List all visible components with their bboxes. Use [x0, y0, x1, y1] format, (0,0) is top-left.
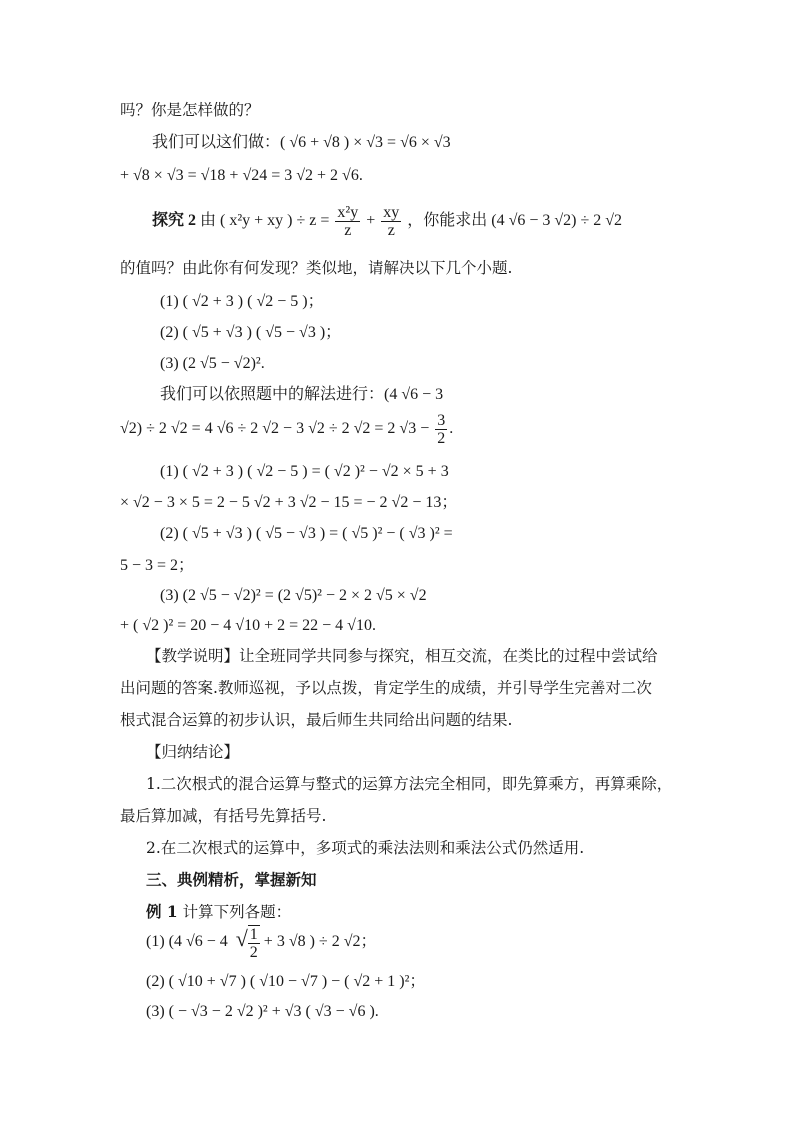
example-heading: 例 1 计算下列各题： [146, 902, 292, 921]
math-line: (3) (2 √5 − √2)² = (2 √5)² − 2 × 2 √5 × √2 [160, 587, 427, 604]
math-line: + √8 × √3 = √18 + √24 = 3 √2 + 2 √6. [120, 167, 363, 184]
teaching-note: 【教学说明】让全班同学共同参与探究，相互交流，在类比的过程中尝试给 [146, 647, 658, 665]
math-line: (2) ( √10 + √7 ) ( √10 − √7 ) − ( √2 + 1 )²； [146, 973, 426, 990]
math-line: (3) (2 √5 − √2)². [160, 355, 265, 372]
math-line: (3) ( − √3 − 2 √2 )² + √3 ( √3 − √6 ). [146, 1003, 379, 1020]
math-line: 我们可以依照题中的解法进行：(4 √6 − 3 [160, 386, 444, 403]
teaching-note: 出问题的答案.教师巡视，予以点拨，肯定学生的成绩，并引导学生完善对二次 [120, 679, 652, 697]
fraction: $\frac{\text{x²y}}{z}$ [337, 203, 359, 239]
teaching-note: 根式混合运算的初步认识，最后师生共同给出问题的结果. [120, 711, 513, 729]
explore-2-you: 由 [200, 212, 217, 229]
math-line: 5 − 3 = 2； [120, 557, 195, 574]
conclusion: 2.在二次根式的运算中，多项式的乘法法则和乘法公式仍然适用. [146, 839, 585, 857]
section-heading: 【归纳结论】 [146, 743, 240, 761]
sqrt-fraction: √ $\frac{1}{2}$ [235, 925, 258, 961]
math-line: (2) ( √5 + √3 ) ( √5 − √3 ) = ( √5 )² − ( √3 )² = [160, 525, 453, 542]
explore-2-line: 探究 2 由 ( x²y + xy ) ÷ z = $\frac{\text{x²y}}{z}$ + $\frac{xy}{z}$ ，你能求出 (4 √6 − 3 √2) ÷ 2 √2 [152, 203, 623, 239]
solution-line: √2) ÷ 2 √2 = 4 √6 ÷ 2 √2 − 3 √2 ÷ 2 √2 = 2 √3 − $\frac{3}{2}$ . [120, 411, 454, 447]
math-line: (2) ( √5 + √3 ) ( √5 − √3 )； [160, 324, 342, 341]
conclusion: 1.二次根式的混合运算与整式的运算方法完全相同，即先算乘方，再算乘除， [146, 775, 673, 793]
fraction: $\frac{xy}{z}$ [383, 203, 400, 239]
conclusion: 最后算加减，有括号先算括号. [120, 807, 327, 825]
math-line: (1) ( √2 + 3 ) ( √2 − 5 )； [160, 293, 324, 310]
text-line: 的值吗？由此你有何发现？类似地，请解决以下几个小题. [120, 259, 513, 277]
explore-2-rest: ，你能求出 (4 √6 − 3 √2) ÷ 2 √2 [407, 212, 623, 229]
explore-2-label: 探究 2 [152, 212, 197, 229]
math-line: × √2 − 3 × 5 = 2 − 5 √2 + 3 √2 − 15 = − 2 √2 − 13； [120, 494, 458, 511]
example-1-q1: (1) (4 √6 − 4 √ $\frac{1}{2}$ + 3 √8 ) ÷ 2 √2； [146, 922, 377, 962]
explore-2-lhs: ( x²y + xy ) ÷ z = [220, 212, 330, 229]
math-line: + ( √2 )² = 20 − 4 √10 + 2 = 22 − 4 √10. [120, 617, 376, 634]
math-line: 我们可以这们做：( √6 + √8 ) × √3 = √6 × √3 [152, 134, 451, 151]
math-line: (1) ( √2 + 3 ) ( √2 − 5 ) = ( √2 )² − √2 × 5 + 3 [160, 463, 449, 480]
fraction: $\frac{3}{2}$ [437, 411, 446, 447]
section-heading: 三、典例精析，掌握新知 [146, 870, 317, 889]
text-line: 吗？你是怎样做的？ [120, 101, 260, 119]
